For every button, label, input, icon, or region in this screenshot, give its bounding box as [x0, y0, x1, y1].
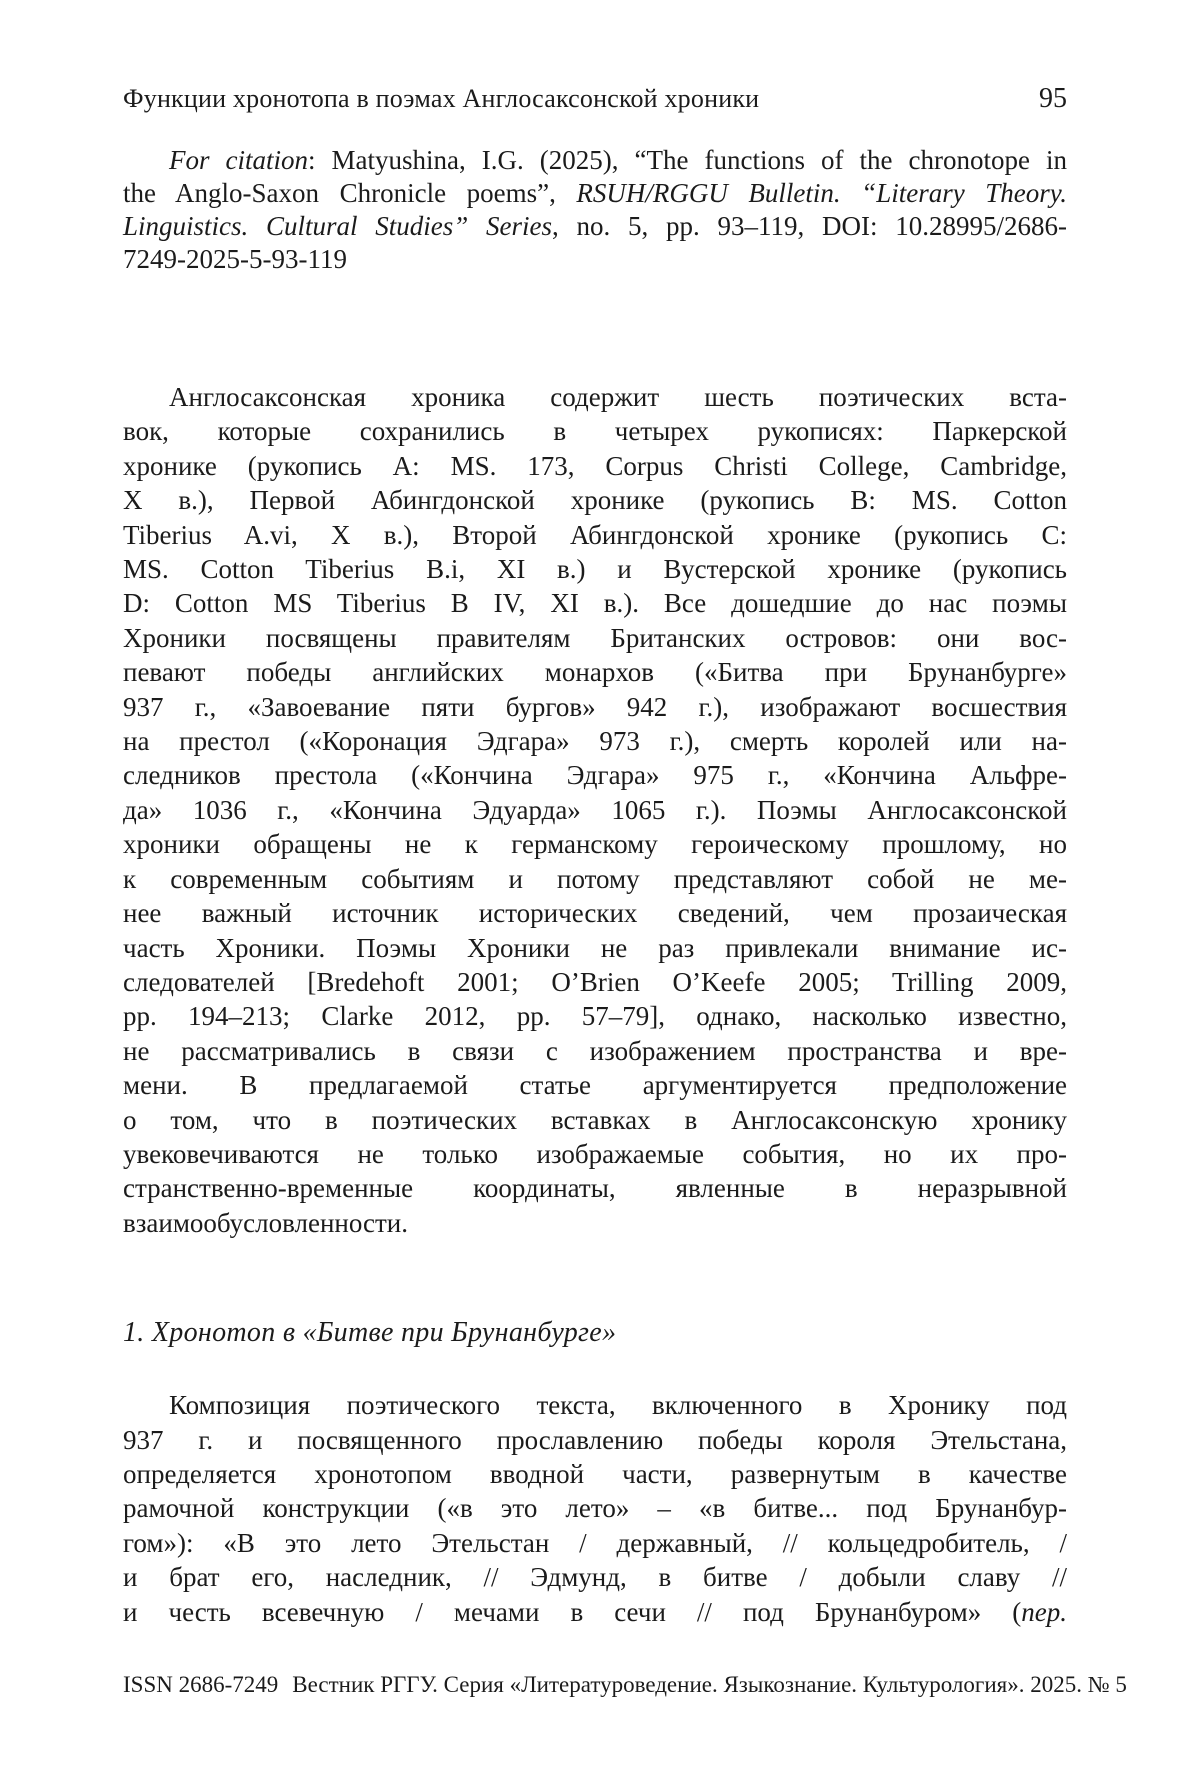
page-number: 95 [1039, 83, 1067, 114]
italic-text-segment: Linguistics. Cultural Studies” Series [123, 211, 553, 241]
text-line: к современным событиям и потому представляют собой не ме- [123, 863, 1067, 894]
text-line: часть Хроники. Поэмы Хроники не раз привлекали внимание ис- [123, 932, 1067, 963]
text-line: хроники обращены не к германскому героическому прошлому, но [123, 829, 1067, 860]
text-line: певают победы английских монархов («Битва при Брунанбурге» [123, 657, 1067, 688]
text-line: 937 г. и посвященного прославлению победы короля Этельстана, [123, 1424, 1067, 1455]
text-line: pp. 194–213; Clarke 2012, pp. 57–79], однако, насколько известно, [123, 1001, 1067, 1032]
text-line: мени. В предлагаемой статье аргументируется предположение [123, 1070, 1067, 1101]
text-line: Хроники посвящены правителям Британских островов: они вос- [123, 622, 1067, 653]
text-line: следников престола («Кончина Эдгара» 975 г., «Кончина Альфре- [123, 760, 1067, 791]
text-line: рамочной конструкции («в это лето» – «в битве... под Брунанбур- [123, 1493, 1067, 1524]
text-line: взаимообусловленности. [123, 1207, 409, 1238]
text-line [123, 177, 1067, 210]
text-line: странственно-временные координаты, явленные в неразрывной [123, 1173, 1067, 1204]
footer-series: Вестник РГГУ. Серия «Литературоведение. Языкознание. Культурология». 2025. № 5 [292, 1672, 1127, 1697]
text-line: и брат его, наследник, // Эдмунд, в битве / добыли славу // [123, 1562, 1067, 1593]
text-line: на престол («Коронация Эдгара» 973 г.), смерть королей или на- [123, 726, 1067, 757]
running-title: Функции хронотопа в поэмах Англосаксонской хроники [123, 84, 760, 113]
italic-text-segment: RSUH/RGGU Bulletin. “Literary Theory. [576, 178, 1067, 208]
text-line: Tiberius A.vi, Х в.), Второй Абингдонской хронике (рукопись С: [123, 519, 1067, 550]
text-line: MS. Cotton Tiberius B.i, XI в.) и Вустерской хронике (рукопись [123, 554, 1067, 585]
citation-block [123, 144, 1067, 276]
text-segment: the Anglo-Saxon Chronicle poems”, [123, 178, 577, 208]
text-line: не рассматривались в связи с изображением пространства и вре- [123, 1035, 1067, 1066]
footer-issn: ISSN 2686-7249 [123, 1672, 279, 1697]
running-header [123, 0, 1067, 114]
section-heading: 1. Хронотоп в «Битве при Брунанбурге» [123, 1317, 617, 1349]
text-line: 7249-2025-5-93-119 [123, 244, 347, 274]
text-line: хронике (рукопись А: MS. 173, Corpus Christi College, Cambridge, [123, 450, 1067, 481]
text-line: Англосаксонская хроника содержит шесть поэтических вста- [169, 382, 1067, 412]
text-line [123, 144, 1067, 177]
text-line: вок, которые сохранились в четырех рукописях: Паркерской [123, 416, 1067, 447]
text-line: следователей [Bredehoft 2001; O’Brien O’Keefe 2005; Trilling 2009, [123, 966, 1067, 997]
text-line: D: Cotton MS Tiberius B IV, XI в.). Все дошедшие до нас поэмы [123, 588, 1067, 619]
text-segment: и честь всевечную / мечами в сечи // под Брунанбуром» ( [123, 1596, 1022, 1627]
italic-text-segment: For citation [169, 145, 309, 175]
text-line [123, 210, 1067, 243]
text-segment: , no. 5, pp. 93–119, DOI: 10.28995/2686- [552, 211, 1067, 241]
text-line: увековечиваются не только изображаемые события, но их про- [123, 1138, 1067, 1169]
text-line: гом»): «В это лето Этельстан / державный, // кольцедробитель, / [123, 1527, 1067, 1558]
text-line: да» 1036 г., «Кончина Эдуарда» 1065 г.). Поэмы Англосаксонской [123, 794, 1067, 825]
page-footer [123, 1671, 1127, 1699]
text-line: 937 г., «Завоевание пяти бургов» 942 г.), изображают восшествия [123, 691, 1067, 722]
text-line: нее важный источник исторических сведений, чем прозаическая [123, 898, 1067, 929]
text-segment: : Matyushina, I.G. (2025), “The functions of the chronotope in [308, 145, 1067, 175]
text-line: определяется хронотопом вводной части, развернутым в качестве [123, 1458, 1067, 1489]
italic-text-segment: пер. [1021, 1596, 1067, 1627]
text-line: Композиция поэтического текста, включенного в Хронику под [169, 1390, 1067, 1421]
text-line: о том, что в поэтических вставках в Англосаксонскую хронику [123, 1104, 1067, 1135]
paragraph-intro [123, 380, 1067, 1240]
paragraph-section1 [123, 1388, 1067, 1629]
text-line: Х в.), Первой Абингдонской хронике (рукопись В: MS. Cotton [123, 485, 1067, 516]
text-line [123, 1595, 1067, 1629]
